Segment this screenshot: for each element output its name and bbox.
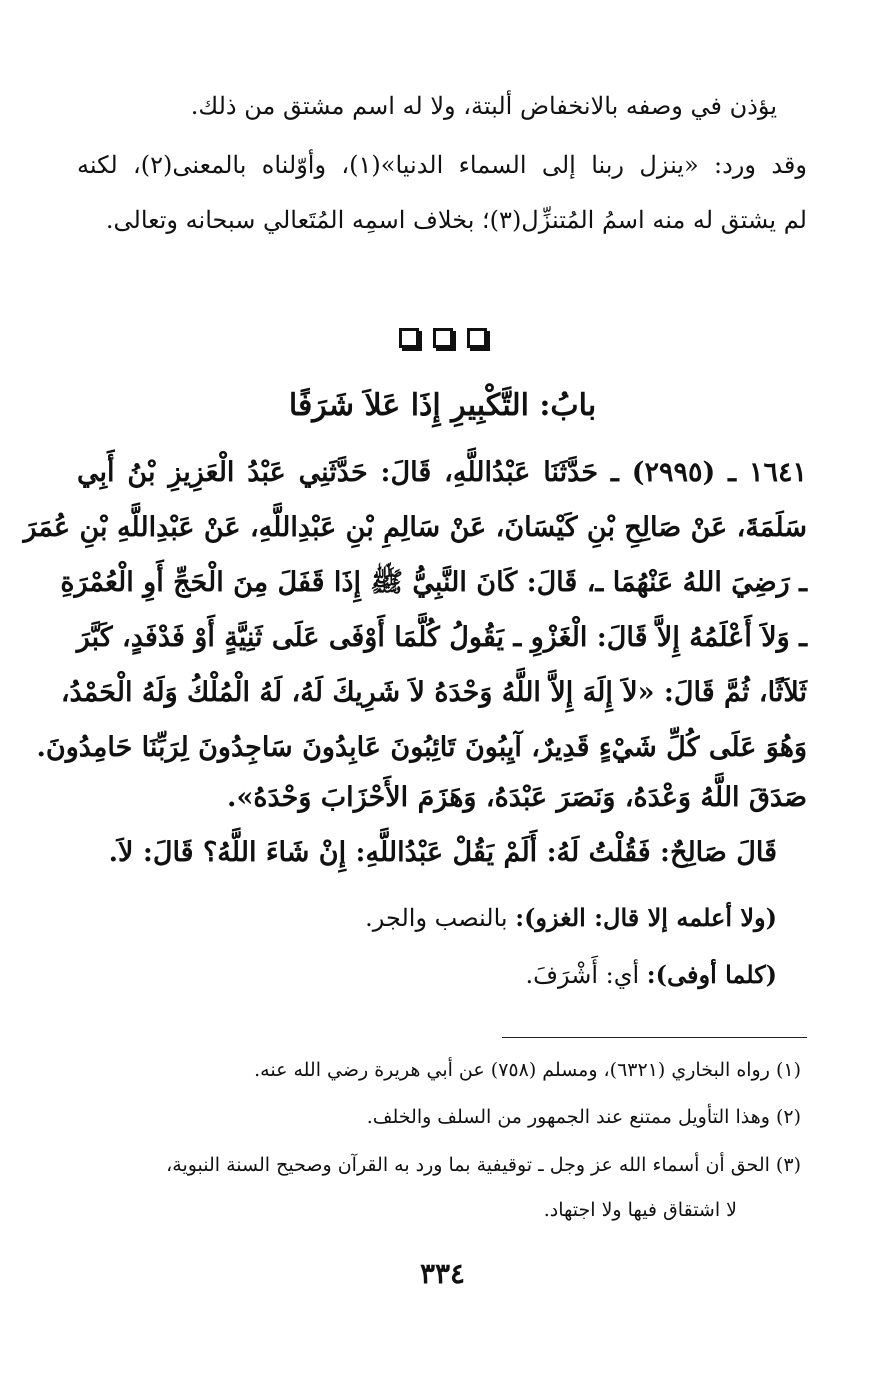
intro-line-1: يؤذن في وصفه بالانخفاض ألبتة، ولا له اسم مشتق من ذلك. <box>190 92 777 120</box>
hadith-line-4: ـ وَلاَ أَعْلَمُهُ إِلاَّ قَالَ: الْغَزْوِ ـ يَقُولُ كُلَّمَا أَوْفَى عَلَى ثَنِيَّةٍ أَوْ فَدْفَدٍ، كَبَّرَ <box>76 622 807 653</box>
footnote-3: (٣) الحق أن أسماء الله عز وجل ـ توقيفية بما ورد به القرآن وصحيح السنة النبوية، <box>166 1154 801 1176</box>
hadith-line-7: صَدَقَ اللَّهُ وَعْدَهُ، وَنَصَرَ عَبْدَهُ، وَهَزَمَ الأَحْزَابَ وَحْدَهُ». <box>227 782 807 813</box>
page-number: ٣٣٤ <box>419 1257 466 1290</box>
gloss-2-term: (كلما أوفى): <box>646 960 777 989</box>
three-square-ornament-icon <box>0 328 885 352</box>
intro-line-2: وقد ورد: «ينزل ربنا إلى السماء الدنيا»(١)، وأوّلناه بالمعنى(٢)، لكنه <box>77 151 807 179</box>
hadith-line-2: سَلَمَةَ، عَنْ صَالِحِ بْنِ كَيْسَانَ، عَنْ سَالِمِ بْنِ عَبْدِاللَّهِ، عَنْ عَبْدِاللَّهِ بْنِ عُمَرَ <box>23 512 807 543</box>
square-icon <box>399 328 419 348</box>
hadith-line-6: وَهُوَ عَلَى كُلِّ شَيْءٍ قَدِيرٌ، آيِبُونَ تَائِبُونَ عَابِدُونَ سَاجِدُونَ لِرَبِّنَا حَامِدُونَ. <box>36 732 807 763</box>
hadith-line-8: قَالَ صَالِحٌ: فَقُلْتُ لَهُ: أَلَمْ يَقُلْ عَبْدُاللَّهِ: إِنْ شَاءَ اللَّهُ؟ قَالَ: لاَ. <box>108 837 777 868</box>
square-icon <box>433 328 453 348</box>
gloss-1-text: بالنصب والجر. <box>365 904 516 932</box>
footnote-divider <box>502 1037 807 1038</box>
intro-line-3: لم يشتق له منه اسمُ المُتنزِّل(٣)؛ بخلاف اسمِه المُتَعالي سبحانه وتعالى. <box>105 206 807 234</box>
hadith-line-5: ثَلاَثًا، ثُمَّ قَالَ: «لاَ إِلَهَ إِلاَّ اللَّهُ وَحْدَهُ لاَ شَرِيكَ لَهُ، لَهُ الْمُلْكُ وَلَهُ الْحَمْدُ، <box>60 677 807 708</box>
chapter-title: بابُ: التَّكْبِيرِ إِذَا عَلاَ شَرَفًا <box>288 388 597 423</box>
gloss-1-term: (ولا أعلمه إلا قال: الغزو): <box>515 903 777 932</box>
footnote-1: (١) رواه البخاري (٦٣٢١)، ومسلم (٧٥٨) عن أبي هريرة رضي الله عنه. <box>254 1059 801 1081</box>
footnote-3-continuation: لا اشتقاق فيها ولا اجتهاد. <box>543 1199 737 1221</box>
gloss-1 <box>77 898 777 938</box>
gloss-2-text: أي: أَشْرَفَ. <box>525 961 647 989</box>
square-icon <box>467 328 487 348</box>
footnote-2: (٢) وهذا التأويل ممتنع عند الجمهور من السلف والخلف. <box>366 1106 801 1128</box>
gloss-2 <box>77 955 777 995</box>
hadith-line-3: ـ رَضِيَ اللهُ عَنْهُمَا ـ، قَالَ: كَانَ النَّبِيُّ ﷺ إِذَا قَفَلَ مِنَ الْحَجِّ أَوِ الْعُمْرَةِ <box>60 567 807 598</box>
hadith-line-1: ١٦٤١ ـ (٢٩٩٥) ـ حَدَّثَنَا عَبْدُاللَّهِ، قَالَ: حَدَّثَنِي عَبْدُ الْعَزِيزِ بْنُ أَبِي <box>77 457 807 488</box>
